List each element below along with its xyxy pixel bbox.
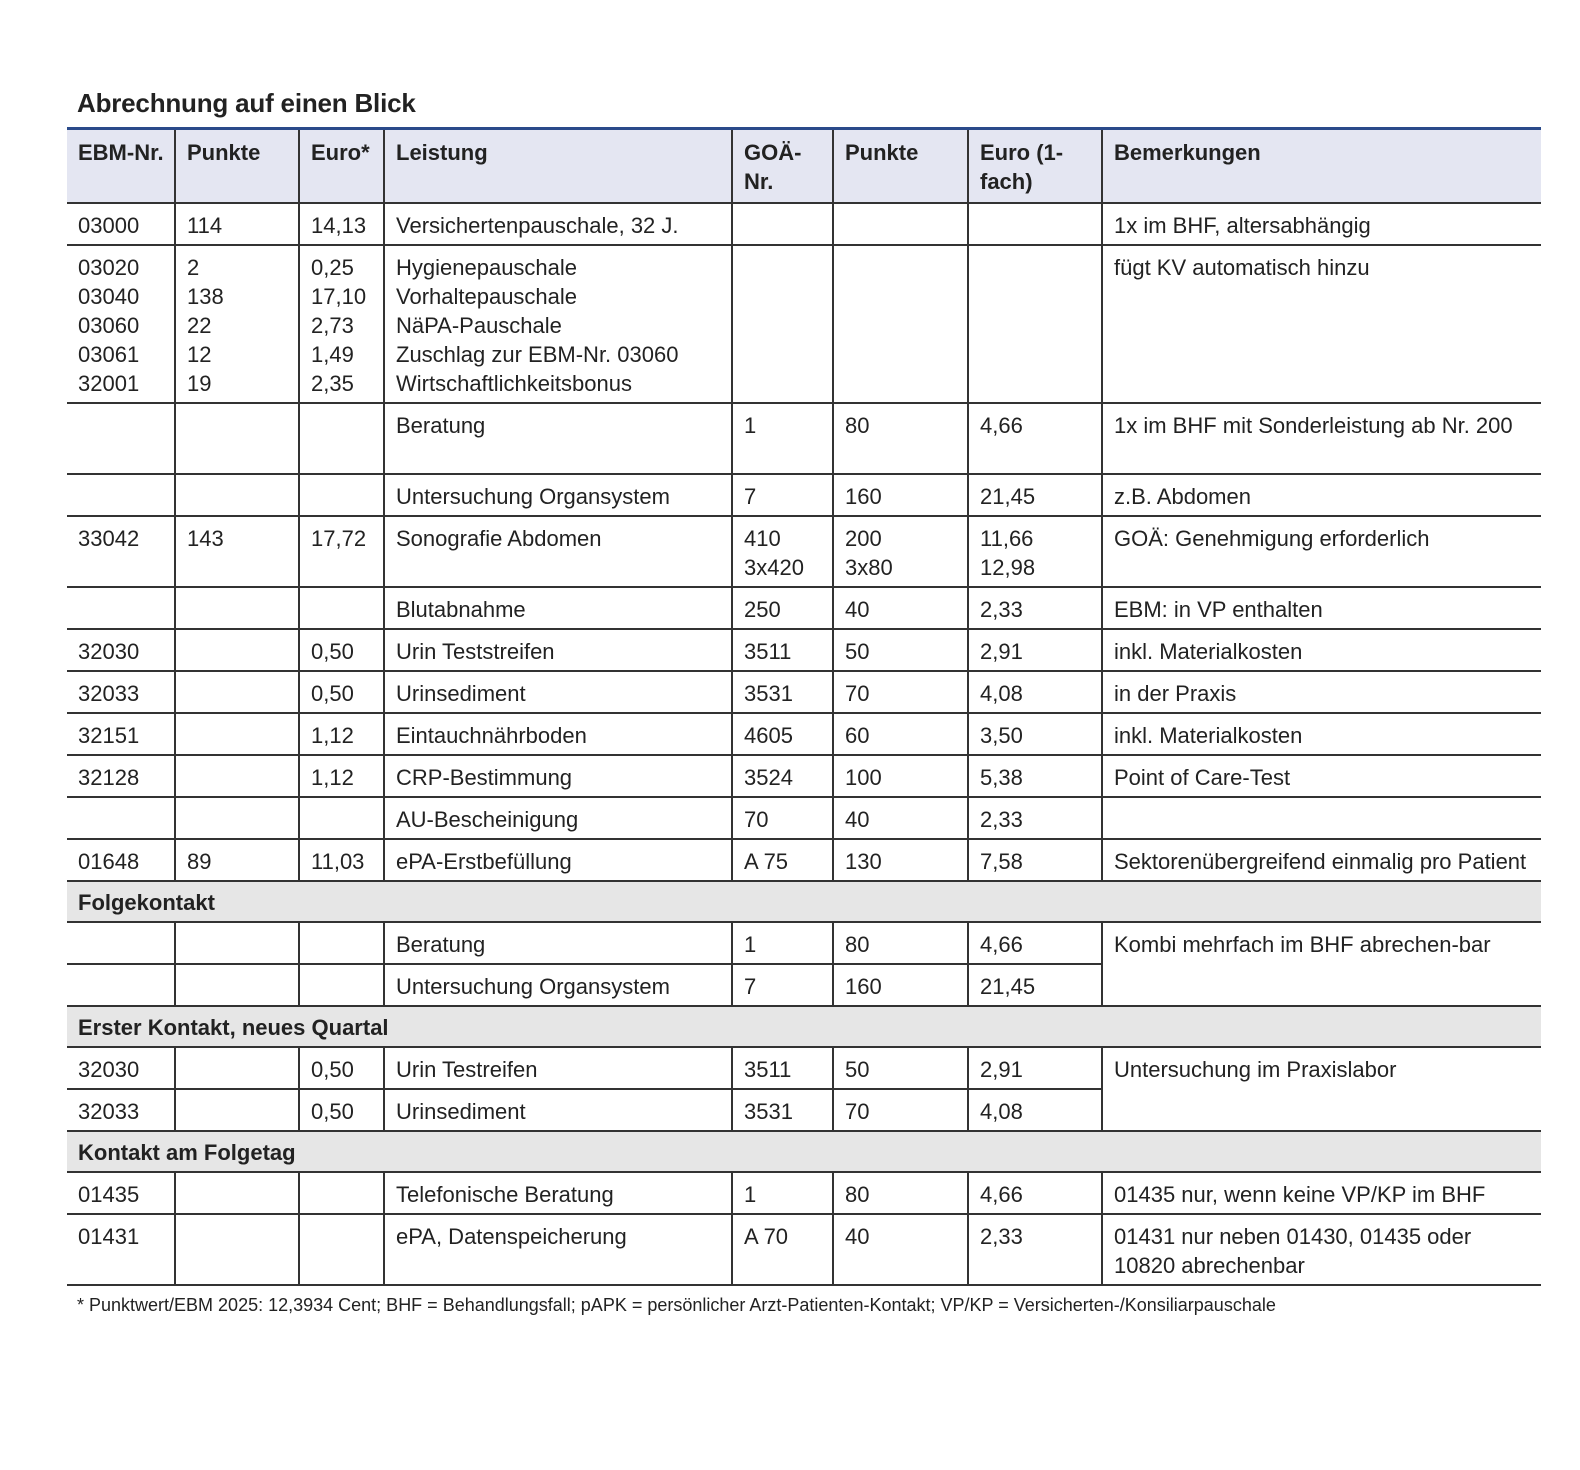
cell-euro (299, 964, 384, 1006)
ebm-code: 03040 (78, 284, 140, 309)
cell-goa: 1 (732, 922, 833, 964)
cell-punkte: 114 (175, 203, 299, 245)
cell-goa-punkte (833, 203, 968, 245)
cell-ebm: 32030 (67, 1047, 175, 1089)
cell-punkte (175, 1047, 299, 1089)
cell-euro (299, 797, 384, 839)
table-row (67, 1214, 1541, 1285)
cell-goa-euro: 3,50 (968, 713, 1102, 755)
cell-punkte (175, 713, 299, 755)
cell-goa-euro: 4,08 (968, 1089, 1102, 1131)
cell-leistung: Beratung (384, 403, 732, 474)
cell-bemerkung: in der Praxis (1102, 671, 1541, 713)
cell-punkte: 89 (175, 839, 299, 881)
cell-leistung: Untersuchung Organsystem (384, 474, 732, 516)
cell-punkte (175, 671, 299, 713)
table-row (67, 245, 1541, 403)
cell-ebm: 01431 (67, 1214, 175, 1285)
cell-leistung: Urinsediment (384, 671, 732, 713)
header-goa-punkte: Punkte (833, 129, 968, 204)
cell-punkte (175, 797, 299, 839)
cell-goa-punkte: 80 (833, 1172, 968, 1214)
ebm-code: 32001 (78, 371, 140, 396)
cell-goa: A 75 (732, 839, 833, 881)
section-label: Folgekontakt (67, 881, 1541, 922)
header-euro: Euro* (299, 129, 384, 204)
cell-euro: 0,50 (299, 1089, 384, 1131)
cell-bemerkung: Untersuchung im Praxislabor (1102, 1047, 1541, 1131)
goa-code: 3x420 (744, 555, 804, 580)
cell-goa: 3531 (732, 1089, 833, 1131)
cell-goa-euro: 2,33 (968, 797, 1102, 839)
cell-ebm: 32033 (67, 671, 175, 713)
cell-bemerkung: 1x im BHF, altersabhängig (1102, 203, 1541, 245)
goa-punkte-value: 200 (845, 526, 882, 551)
euro-value: 17,10 (311, 284, 367, 309)
cell-ebm: 32030 (67, 629, 175, 671)
punkte-value: 138 (187, 284, 224, 309)
cell-ebm (67, 922, 175, 964)
cell-bemerkung: inkl. Materialkosten (1102, 629, 1541, 671)
cell-goa-euro: 4,66 (968, 1172, 1102, 1214)
ebm-code: 03020 (78, 255, 140, 280)
cell-goa: 4605 (732, 713, 833, 755)
cell-euro (299, 922, 384, 964)
header-punkte: Punkte (175, 129, 299, 204)
goa-punkte-value: 3x80 (845, 555, 893, 580)
cell-goa (732, 203, 833, 245)
cell-goa-punkte (833, 245, 968, 403)
cell-goa-punkte: 80 (833, 922, 968, 964)
cell-bemerkung: 01435 nur, wenn keine VP/KP im BHF (1102, 1172, 1541, 1214)
table-row (67, 839, 1541, 881)
cell-goa: 1 (732, 1172, 833, 1214)
cell-leistung: Telefonische Beratung (384, 1172, 732, 1214)
table-row (67, 922, 1541, 964)
cell-bemerkung: z.B. Abdomen (1102, 474, 1541, 516)
header-leistung: Leistung (384, 129, 732, 204)
billing-table (67, 127, 1541, 1286)
cell-bemerkung: 1x im BHF mit Sonderleistung ab Nr. 200 (1102, 403, 1541, 474)
euro-value: 1,49 (311, 342, 354, 367)
goa-euro-value: 12,98 (980, 555, 1036, 580)
cell-punkte (175, 755, 299, 797)
cell-bemerkung: EBM: in VP enthalten (1102, 587, 1541, 629)
section-row-folgekontakt (67, 881, 1541, 922)
cell-leistung: Urin Teststreifen (384, 629, 732, 671)
cell-euro: 14,13 (299, 203, 384, 245)
cell-euro: 17,72 (299, 516, 384, 587)
cell-punkte (175, 922, 299, 964)
cell-goa-punkte: 40 (833, 797, 968, 839)
cell-goa-euro (968, 516, 1102, 587)
cell-goa-punkte: 70 (833, 1089, 968, 1131)
cell-goa (732, 245, 833, 403)
cell-goa-punkte: 70 (833, 671, 968, 713)
cell-ebm: 32033 (67, 1089, 175, 1131)
cell-euro: 0,50 (299, 671, 384, 713)
cell-euro (299, 245, 384, 403)
table-row (67, 474, 1541, 516)
cell-goa-euro (968, 245, 1102, 403)
cell-euro (299, 1214, 384, 1285)
leistung-text: NäPA-Pauschale (396, 313, 562, 338)
table-row (67, 516, 1541, 587)
section-label: Erster Kontakt, neues Quartal (67, 1006, 1541, 1047)
cell-goa-punkte (833, 516, 968, 587)
header-ebm: EBM-Nr. (67, 129, 175, 204)
cell-leistung: Blutabnahme (384, 587, 732, 629)
ebm-code: 03060 (78, 313, 140, 338)
cell-goa-euro: 7,58 (968, 839, 1102, 881)
cell-bemerkung: GOÄ: Genehmigung erforderlich (1102, 516, 1541, 587)
cell-ebm (67, 403, 175, 474)
cell-goa (732, 516, 833, 587)
goa-euro-value: 11,66 (980, 526, 1034, 551)
cell-leistung: ePA-Erstbefüllung (384, 839, 732, 881)
cell-goa-euro: 21,45 (968, 964, 1102, 1006)
page-title: Abrechnung auf einen Blick (77, 88, 416, 118)
cell-euro (299, 1172, 384, 1214)
cell-bemerkung: Sektorenübergreifend einmalig pro Patient (1102, 839, 1541, 881)
section-row-folgetag (67, 1131, 1541, 1172)
cell-goa: 70 (732, 797, 833, 839)
cell-punkte (175, 587, 299, 629)
footnote: * Punktwert/EBM 2025: 12,3934 Cent; BHF = Behandlungsfall; pAPK = persönlicher Arzt-Patienten-Kontakt; VP/KP = Versicherten-/Konsiliarpauschale (77, 1295, 1276, 1315)
punkte-value: 19 (187, 371, 212, 396)
cell-goa: 250 (732, 587, 833, 629)
cell-goa-euro: 5,38 (968, 755, 1102, 797)
ebm-code: 03061 (78, 342, 140, 367)
cell-euro (299, 587, 384, 629)
euro-value: 0,25 (311, 255, 354, 280)
cell-leistung: Beratung (384, 922, 732, 964)
cell-punkte (175, 1172, 299, 1214)
cell-leistung (384, 245, 732, 403)
cell-euro (299, 403, 384, 474)
cell-goa-punkte: 160 (833, 964, 968, 1006)
table-row (67, 713, 1541, 755)
cell-bemerkung: Point of Care-Test (1102, 755, 1541, 797)
cell-goa: 7 (732, 474, 833, 516)
cell-goa: 3511 (732, 1047, 833, 1089)
cell-euro (299, 474, 384, 516)
cell-leistung: Versichertenpauschale, 32 J. (384, 203, 732, 245)
cell-goa-punkte: 50 (833, 1047, 968, 1089)
cell-euro: 0,50 (299, 1047, 384, 1089)
cell-leistung: Untersuchung Organsystem (384, 964, 732, 1006)
cell-punkte (175, 1214, 299, 1285)
cell-euro: 0,50 (299, 629, 384, 671)
table-row (67, 629, 1541, 671)
table-header-row (67, 129, 1541, 204)
table-row (67, 1172, 1541, 1214)
cell-ebm: 32128 (67, 755, 175, 797)
cell-goa: 7 (732, 964, 833, 1006)
leistung-text: Zuschlag zur EBM-Nr. 03060 (396, 342, 679, 367)
cell-bemerkung: fügt KV automatisch hinzu (1102, 245, 1541, 403)
cell-leistung: ePA, Datenspeicherung (384, 1214, 732, 1285)
cell-ebm (67, 797, 175, 839)
cell-goa-euro: 4,66 (968, 922, 1102, 964)
cell-ebm: 03000 (67, 203, 175, 245)
cell-goa-punkte: 80 (833, 403, 968, 474)
cell-goa-punkte: 40 (833, 1214, 968, 1285)
billing-overview (67, 88, 1541, 1316)
cell-ebm (67, 245, 175, 403)
section-label: Kontakt am Folgetag (67, 1131, 1541, 1172)
cell-punkte (175, 629, 299, 671)
cell-euro: 1,12 (299, 713, 384, 755)
cell-goa-euro: 2,91 (968, 629, 1102, 671)
cell-ebm (67, 964, 175, 1006)
cell-leistung: Eintauchnährboden (384, 713, 732, 755)
section-row-erster-kontakt (67, 1006, 1541, 1047)
cell-goa-punkte: 50 (833, 629, 968, 671)
cell-goa-euro: 2,33 (968, 1214, 1102, 1285)
cell-ebm (67, 474, 175, 516)
cell-punkte (175, 403, 299, 474)
cell-goa-punkte: 60 (833, 713, 968, 755)
header-goa-euro: Euro (1-fach) (968, 129, 1102, 204)
cell-bemerkung: Kombi mehrfach im BHF abrechen-bar (1102, 922, 1541, 1006)
cell-leistung: CRP-Bestimmung (384, 755, 732, 797)
cell-goa-euro: 2,33 (968, 587, 1102, 629)
table-row (67, 587, 1541, 629)
cell-goa: A 70 (732, 1214, 833, 1285)
euro-value: 2,73 (311, 313, 354, 338)
cell-goa-euro: 4,66 (968, 403, 1102, 474)
cell-punkte (175, 964, 299, 1006)
table-row (67, 797, 1541, 839)
cell-bemerkung: 01431 nur neben 01430, 01435 oder 10820 abrechenbar (1102, 1214, 1541, 1285)
cell-ebm: 01435 (67, 1172, 175, 1214)
table-row (67, 755, 1541, 797)
punkte-value: 12 (187, 342, 212, 367)
cell-euro: 1,12 (299, 755, 384, 797)
cell-bemerkung: inkl. Materialkosten (1102, 713, 1541, 755)
cell-goa: 3524 (732, 755, 833, 797)
euro-value: 2,35 (311, 371, 354, 396)
cell-euro: 11,03 (299, 839, 384, 881)
cell-bemerkung (1102, 797, 1541, 839)
cell-ebm: 33042 (67, 516, 175, 587)
cell-goa-punkte: 160 (833, 474, 968, 516)
cell-leistung: Urinsediment (384, 1089, 732, 1131)
cell-goa-euro: 2,91 (968, 1047, 1102, 1089)
punkte-value: 22 (187, 313, 212, 338)
cell-goa: 1 (732, 403, 833, 474)
cell-goa-euro (968, 203, 1102, 245)
table-row (67, 403, 1541, 474)
cell-goa: 3531 (732, 671, 833, 713)
cell-leistung: AU-Bescheinigung (384, 797, 732, 839)
goa-code: 410 (744, 526, 781, 551)
leistung-text: Vorhaltepauschale (396, 284, 578, 309)
cell-punkte (175, 245, 299, 403)
table-row (67, 671, 1541, 713)
cell-ebm (67, 587, 175, 629)
leistung-text: Wirtschaftlichkeitsbonus (396, 371, 632, 396)
header-bemerkungen: Bemerkungen (1102, 129, 1541, 204)
cell-punkte (175, 1089, 299, 1131)
cell-goa: 3511 (732, 629, 833, 671)
table-row (67, 203, 1541, 245)
cell-goa-euro: 4,08 (968, 671, 1102, 713)
cell-goa-punkte: 100 (833, 755, 968, 797)
cell-goa-euro: 21,45 (968, 474, 1102, 516)
leistung-text: Hygienepauschale (396, 255, 578, 280)
cell-ebm: 01648 (67, 839, 175, 881)
cell-goa-punkte: 130 (833, 839, 968, 881)
header-goa: GOÄ-Nr. (732, 129, 833, 204)
cell-leistung: Urin Testreifen (384, 1047, 732, 1089)
table-row (67, 1047, 1541, 1089)
cell-ebm: 32151 (67, 713, 175, 755)
cell-leistung: Sonografie Abdomen (384, 516, 732, 587)
cell-goa-punkte: 40 (833, 587, 968, 629)
cell-punkte (175, 474, 299, 516)
cell-punkte: 143 (175, 516, 299, 587)
punkte-value: 2 (187, 255, 200, 280)
